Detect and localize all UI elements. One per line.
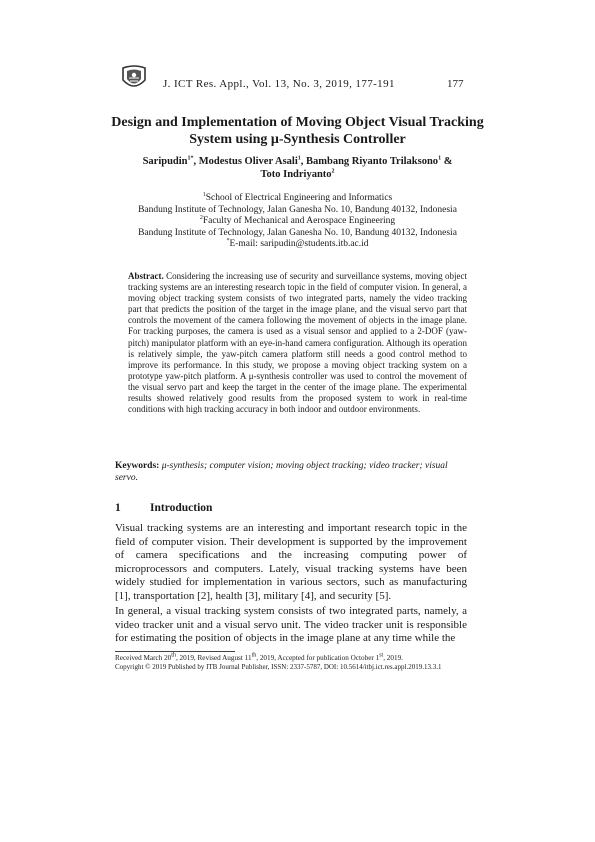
ordinal-superscript: th: [171, 652, 176, 659]
author-name: Saripudin: [142, 156, 188, 167]
ordinal-superscript: th: [251, 652, 257, 659]
journal-reference: J. ICT Res. Appl., Vol. 13, No. 3, 2019, 177-191: [163, 78, 395, 90]
page-number: 177: [447, 78, 464, 90]
received-dates: [115, 654, 403, 663]
author-superscript: 1: [438, 155, 442, 162]
keywords-text: μ-synthesis; computer vision; moving object tracking; video tracker; visual servo.: [115, 461, 448, 483]
author-name: , Bambang Riyanto Trilaksono: [300, 156, 439, 167]
ordinal-superscript: st: [379, 652, 384, 659]
affiliation-faculty: Faculty of Mechanical and Aerospace Engineering: [202, 216, 396, 226]
abstract-label: Abstract.: [128, 271, 164, 281]
abstract-text: Considering the increasing use of security and surveillance systems, moving object tracking systems are an interesting research topic in the field of computer vision. In general, a moving object tracking system consists of two integrated parts, namely the video tracking part that predicts the position of the target in the image plane, and the visual servo part that controls the movement of the camera following the movement of objects in the image plane. For tracking purposes, the camera is used as a visual sensor and applied to a 2-DOF (yaw-pitch) manipulator platform with an eye-in-hand camera configuration. Although its operation is relatively simple, the yaw-pitch camera platform still needs a good control method to improve its performance. In this study, we propose a moving object tracking system on a prototype yaw-pitch platform. A μ-synthesis controller was used to control the movement of the visual servo part and keep the target in the center of the image plane. The experimental results showed relatively good results from the proposed system to work in real-time conditions with high tracking accuracy in both indoor and outdoor environments.: [128, 271, 467, 415]
author-superscript: 1: [297, 155, 301, 162]
author-name: Toto Indriyanto: [260, 169, 332, 180]
corresponding-email[interactable]: E-mail: saripudin@students.itb.ac.id: [229, 239, 369, 249]
abstract: [128, 271, 467, 415]
author-name: , Modestus Oliver Asali: [193, 156, 298, 167]
revised-text: , 2019, Revised August 11: [175, 654, 252, 662]
author-superscript: 2: [331, 168, 335, 175]
section-number: 1: [115, 502, 121, 514]
copyright-line: Copyright © 2019 Published by ITB Journal Publisher, ISSN: 2337-5787, DOI: 10.5614/itbj.ict.res.appl.2019.13.3.1: [115, 663, 442, 671]
accepted-text: , 2019, Accepted for publication October 1: [256, 654, 380, 662]
author-separator: &: [441, 156, 453, 167]
year-text: , 2019.: [383, 654, 403, 662]
keywords-label: Keywords:: [115, 461, 160, 471]
received-text: Received March 20: [115, 654, 172, 662]
affiliations: [100, 193, 495, 251]
body-paragraph: Visual tracking systems are an interesting and important research topic in the field of computer vision. Their development is supported by the improvement of camera specifications and the increasing computing power of microprocessors and computers. Lately, visual tracking systems have been widely studied for implementation in various sectors, such as manufacturing [1], transportation [2], health [3], military [4], and security [5].: [115, 522, 467, 602]
affiliation-address: Bandung Institute of Technology, Jalan Ganesha No. 10, Bandung 40132, Indonesia: [138, 227, 457, 238]
affiliation-school: School of Electrical Engineering and Informatics: [205, 193, 393, 203]
journal-seal-icon: [120, 64, 148, 92]
keywords: [115, 460, 467, 484]
author-list: [100, 155, 495, 181]
affiliation-superscript: 1: [202, 191, 206, 198]
affiliation-address: Bandung Institute of Technology, Jalan Ganesha No. 10, Bandung 40132, Indonesia: [138, 204, 457, 215]
email-superscript: *: [226, 237, 230, 244]
body-paragraph: In general, a visual tracking system consists of two integrated parts, namely, a video tracker unit and a visual servo unit. The video tracker unit is responsible for estimating the position of objects in the image plane at any time while the: [115, 605, 467, 644]
paper-title: Design and Implementation of Moving Object Visual Tracking System using μ-Synthesis Controller: [111, 115, 484, 147]
section-title: Introduction: [150, 502, 213, 514]
author-superscript: 1*: [187, 155, 194, 162]
affiliation-superscript: 2: [199, 214, 203, 221]
